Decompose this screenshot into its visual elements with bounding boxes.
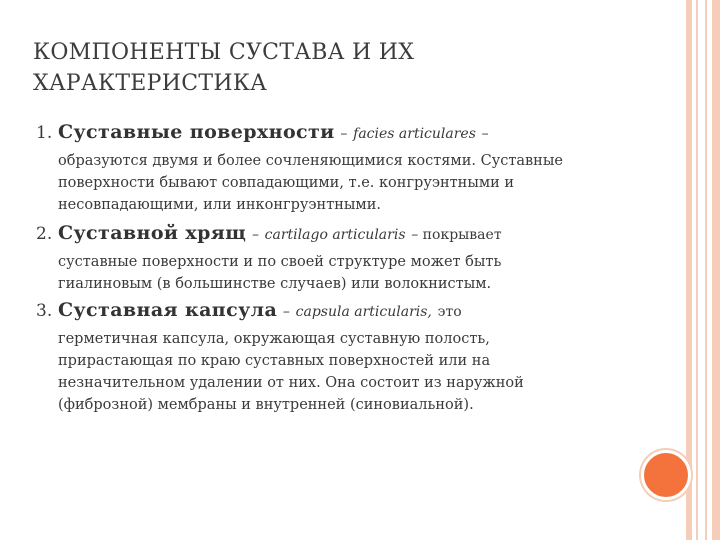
list-item-term: Суставная капсула bbox=[57, 299, 278, 321]
right-border-line bbox=[705, 0, 707, 540]
right-border-line bbox=[696, 0, 698, 540]
list-item-number: 1. bbox=[36, 123, 53, 143]
slide-title-line-1: КОМПОНЕНТЫ СУСТАВА И ИХ bbox=[33, 40, 415, 65]
list-item-heading-tail: – bbox=[481, 126, 489, 142]
description-line: образуются двумя и более сочленяющимися костями. Суставные bbox=[58, 153, 563, 169]
description-line: герметичная капсула, окружающая суставную полость, bbox=[58, 331, 490, 347]
list-item-latin-term: capsula articularis, bbox=[295, 304, 432, 320]
list-item-heading bbox=[36, 121, 636, 145]
description-line: несовпадающими, или инконгруэнтными. bbox=[58, 197, 381, 213]
description-line: незначительном удалении от них. Она состоит из наружной bbox=[58, 375, 524, 391]
list-item-term: Суставной хрящ bbox=[57, 222, 247, 244]
description-line: гиалиновым (в большинстве случаев) или волокнистым. bbox=[58, 276, 492, 292]
list-item-description bbox=[58, 150, 638, 216]
list-item-heading bbox=[36, 222, 636, 246]
list-item-articular-surfaces bbox=[36, 121, 636, 216]
list-item-dash: – bbox=[251, 227, 259, 243]
list-item-heading-tail: – покрывает bbox=[411, 227, 502, 243]
list-item-description bbox=[58, 251, 638, 295]
list-item-dash: – bbox=[340, 126, 348, 142]
right-border-gap bbox=[692, 0, 712, 540]
list-item-articular-cartilage bbox=[36, 222, 636, 295]
slide-title-line-2: ХАРАКТЕРИСТИКА bbox=[33, 71, 268, 96]
list-item-number: 2. bbox=[36, 224, 53, 244]
orange-circle-decoration bbox=[641, 450, 691, 500]
description-line: (фиброзной) мембраны и внутренней (синовиальной). bbox=[58, 397, 474, 413]
description-line: прирастающая по краю суставных поверхностей или на bbox=[58, 353, 491, 369]
list-item-heading bbox=[36, 299, 636, 323]
list-item-description bbox=[58, 328, 638, 416]
list-item-latin-term: facies articulares bbox=[353, 126, 476, 142]
description-line: суставные поверхности и по своей структуре может быть bbox=[58, 254, 502, 270]
slide-title bbox=[33, 37, 653, 99]
list-item-heading-tail: это bbox=[437, 304, 462, 320]
list-item-latin-term: cartilago articularis bbox=[264, 227, 406, 243]
list-item-joint-capsule bbox=[36, 299, 636, 416]
list-item-term: Суставные поверхности bbox=[57, 121, 335, 143]
description-line: поверхности бывают совпадающими, т.е. конгруэнтными и bbox=[58, 175, 515, 191]
list-item-number: 3. bbox=[36, 301, 53, 321]
list-item-dash: – bbox=[282, 304, 290, 320]
